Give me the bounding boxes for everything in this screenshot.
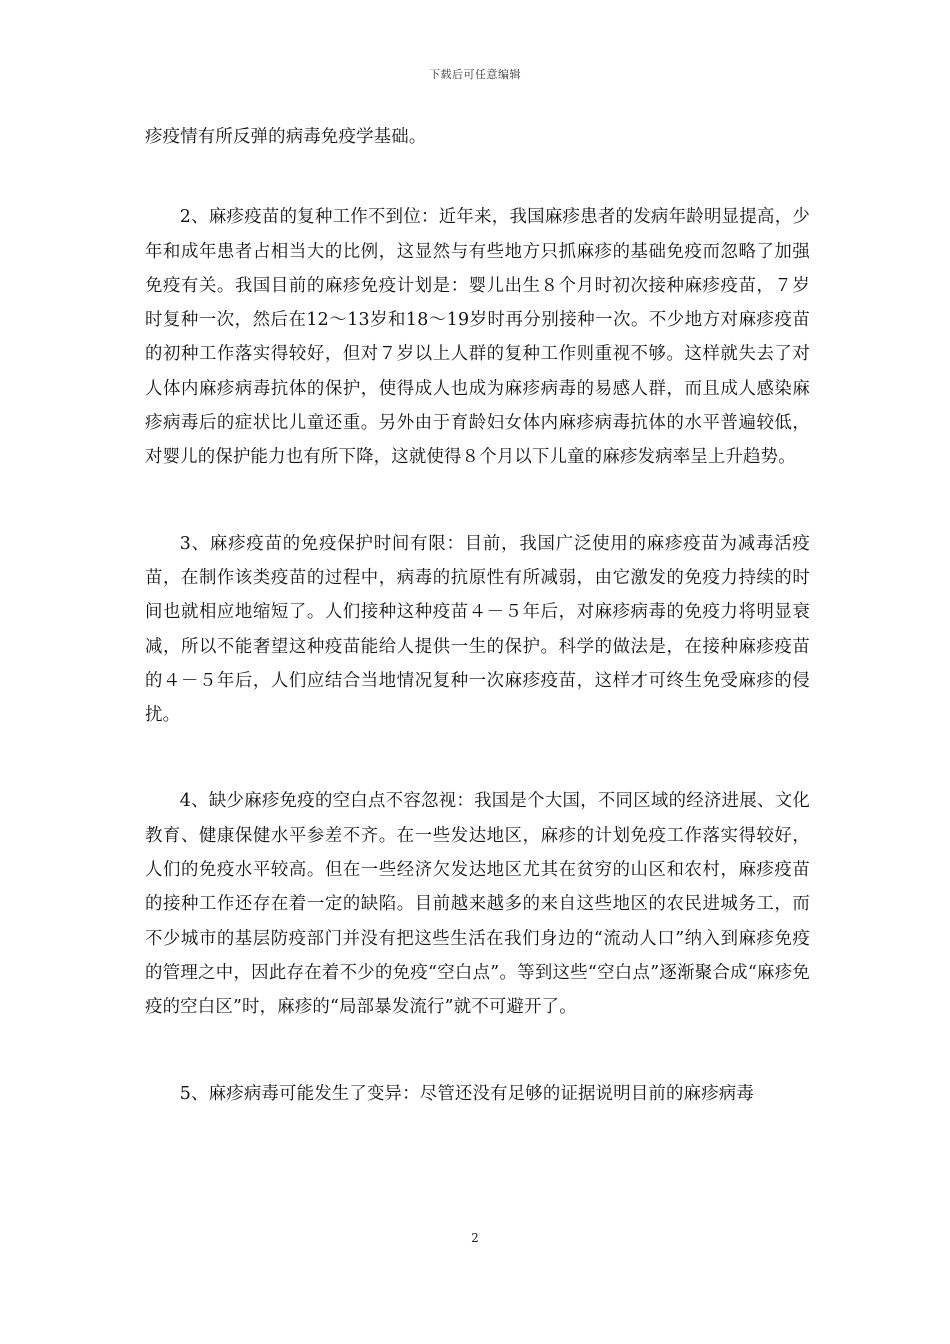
page-header: 下载后可任意编辑: [429, 68, 521, 81]
document-body: [145, 120, 810, 1163]
page-number: 2: [471, 1231, 479, 1245]
paragraph-continuation: 疹疫情有所反弹的病毒免疫学基础。: [145, 127, 427, 147]
paragraph-immunity-gaps: 4、缺少麻疹免疫的空白点不容忽视：我国是个大国，不同区域的经济进展、文化教育、健康保健水平参差不齐。在一些发达地区，麻疹的计划免疫工作落实得较好，人们的免疫水平较高。但在一些经济欠发达地区尤其在贫穷的山区和农村，麻疹疫苗的接种工作还存在着一定的缺陷。目前越来越多的来自这些地区的农民进城务工，而不少城市的基层防疫部门并没有把这些生活在我们身边的“流动人口”纳入到麻疹免疫的管理之中，因此存在着不少的免疫“空白点”。等到这些“空白点”逐渐聚合成“麻疹免疫的空白区”时，麻疹的“局部暴发流行”就不可避开了。: [145, 791, 810, 1018]
paragraph-revaccination: 2、麻疹疫苗的复种工作不到位：近年来，我国麻疹患者的发病年龄明显提高，少年和成年患者占相当大的比例，这显然与有些地方只抓麻疹的基础免疫而忽略了加强免疫有关。我国目前的麻疹免疫计划是：婴儿出生８个月时初次接种麻疹疫苗，７岁时复种一次，然后在12～13岁和18～19岁时再分别接种一次。不少地方对麻疹疫苗的初种工作落实得较好，但对７岁以上人群的复种工作则重视不够。这样就失去了对人体内麻疹病毒抗体的保护，使得成人也成为麻疹病毒的易感人群，而且成人感染麻疹病毒后的症状比儿童还重。另外由于育龄妇女体内麻疹病毒抗体的水平普遍较低，对婴儿的保护能力也有所下降，这就使得８个月以下儿童的麻疹发病率呈上升趋势。: [145, 207, 810, 468]
paragraph-virus-mutation: 5、麻疹病毒可能发生了变异：尽管还没有足够的证据说明目前的麻疹病毒: [179, 1083, 754, 1104]
paragraph-protection-duration: 3、麻疹疫苗的免疫保护时间有限：目前，我国广泛使用的麻疹疫苗为减毒活疫苗，在制作该类疫苗的过程中，病毒的抗原性有所减弱，由它激发的免疫力持续的时间也就相应地缩短了。人们接种这种疫苗４－５年后，对麻疹病毒的免疫力将明显衰减，所以不能奢望这种疫苗能给人提供一生的保护。科学的做法是，在接种麻疹疫苗的４－５年后，人们应结合当地情况复种一次麻疹疫苗，这样才可终生免受麻疹的侵扰。: [145, 533, 810, 726]
